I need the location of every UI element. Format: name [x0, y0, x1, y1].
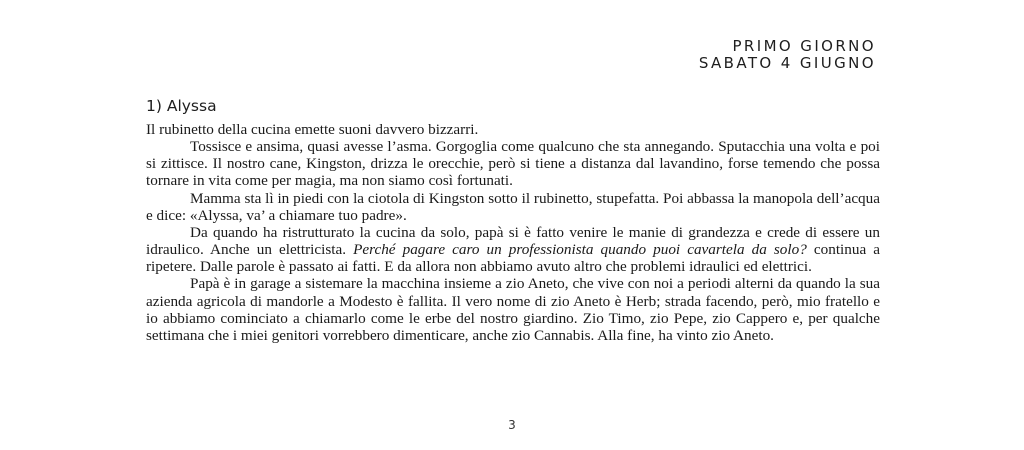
body-text: [146, 121, 880, 344]
paragraph-2: Tossisce e ansima, quasi avesse l’asma. Gorgoglia come qualcuno che sta annegando. Sputacchia una volta e poi si zittisce. Il nostro cane, Kingston, drizza le orecchie, però si tiene a distanza dal lavandino, forse temendo che possa tornare in vita come per magia, ma non siamo così fortunati.: [146, 138, 880, 190]
header-date: SABATO 4 GIUGNO: [698, 54, 876, 72]
running-header: [699, 38, 876, 72]
paragraph-5: Papà è in garage a sistemare la macchina insieme a zio Aneto, che vive con noi a periodi alterni da quando la sua azienda agricola di mandorle a Modesto è fallita. Il vero nome di zio Aneto è Herb; strada facendo, però, mio fratello e io abbiamo cominciato a chiamarlo come le erbe del nostro giardino. Zio Timo, zio Pepe, zio Cappero e, per qualche settimana che i miei genitori vorrebbero dimenticare, anche zio Cannabis. Alla fine, ha vinto zio Aneto.: [146, 275, 880, 344]
chapter-heading: 1) Alyssa: [146, 97, 217, 115]
paragraph-3: Mamma sta lì in piedi con la ciotola di Kingston sotto il rubinetto, stupefatta. Poi abbassa la manopola dell’acqua e dice: «Alyssa, va’ a chiamare tuo padre».: [146, 189, 880, 224]
paragraph-4-italic-quote: Perché pagare caro un professionista quando puoi cavartela da solo?: [353, 241, 807, 259]
header-day: PRIMO GIORNO: [732, 37, 876, 55]
paragraph-1: Il rubinetto della cucina emette suoni davvero bizzarri.: [146, 121, 479, 138]
paragraph-4-text-after: continua a ripetere. Dalle parole è passato ai fatti. E da allora non abbiamo avuto altro che problemi idraulici ed elettrici.: [146, 241, 880, 276]
paragraph-4: [146, 224, 880, 275]
paragraph-4-text-before: Da quando ha ristrutturato la cucina da solo, papà si è fatto venire le manie di grandezza e crede di essere un idraulico. Anche un elettricista.: [146, 223, 880, 259]
page-number: 3: [508, 418, 516, 432]
